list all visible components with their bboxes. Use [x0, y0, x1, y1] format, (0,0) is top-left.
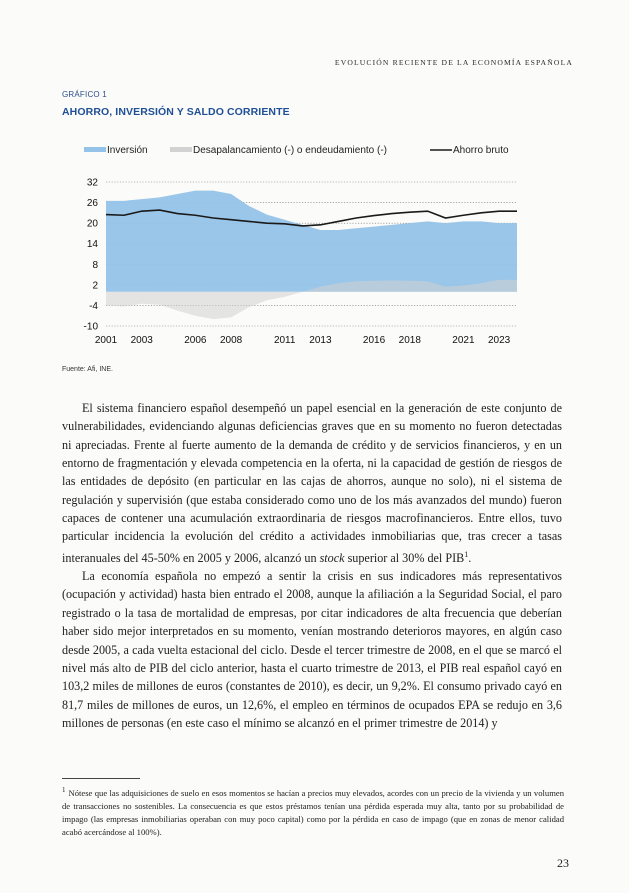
paragraph-1-emphasis: stock	[319, 550, 345, 565]
y-tick-label: 14	[86, 239, 98, 251]
x-tick-label: 2013	[309, 335, 332, 346]
y-tick-label: 2	[92, 280, 98, 292]
footnote-marker[interactable]: 1	[464, 549, 469, 559]
chart-legend	[84, 145, 509, 156]
paragraph-1-text: El sistema financiero español desempeñó un papel esencial en la generación de este conjunto de vulnerabilidades, evidenciando algunas deficiencias graves que en su momento no fueron detectadas ni apreciadas. Frente al fuerte aumento de la demanda de crédito y de servicios financieros, y en un entorno de fragmentación y elevada competencia en la oferta, ni la capacidad de gestión de riesgos de las entidades de depósito (en particular en las cajas de ahorros, aunque no solo), ni el sistema de regulación y supervisión (que estaba considerado como uno de los más avanzados del mundo) fueron capaces de contener una acumulación extraordinaria de riesgos macrofinancieros. Entre ellos, tuvo particular incidencia la evolución del crédito a actividades inmobiliarias que, tras crecer a tasas interanuales del 45-50% en 2005 y 2006, alcanzó un	[62, 401, 562, 565]
paragraph-1-text-end: superior al 30% del PIB	[344, 550, 465, 565]
x-tick-label: 2021	[452, 335, 475, 346]
footnote-number: 1	[62, 786, 66, 794]
plot-area	[106, 182, 517, 326]
footnote-rule	[62, 778, 140, 779]
x-axis	[95, 335, 511, 346]
footnote	[62, 784, 564, 840]
figure-label: GRÁFICO 1	[62, 90, 107, 99]
paragraph-1-close: .	[468, 550, 472, 565]
x-tick-label: 2006	[184, 335, 207, 346]
chart	[62, 130, 532, 355]
legend-label-ahorro: Ahorro bruto	[453, 145, 509, 156]
figure-title: AHORRO, INVERSIÓN Y SALDO CORRIENTE	[62, 106, 290, 118]
legend-swatch-saldo	[170, 147, 192, 152]
figure-source: Fuente: Afi, INE.	[62, 366, 113, 373]
page-number: 23	[557, 856, 569, 870]
y-tick-label: -10	[83, 321, 98, 333]
legend-label-saldo: Desapalancamiento (-) o endeudamiento (-)	[193, 145, 387, 156]
x-tick-label: 2003	[130, 335, 153, 346]
running-header: EVOLUCIÓN RECIENTE DE LA ECONOMÍA ESPAÑOLA	[334, 58, 573, 67]
y-tick-label: 20	[86, 218, 98, 230]
y-tick-label: -4	[89, 300, 98, 312]
y-axis	[84, 178, 99, 333]
x-tick-label: 2011	[273, 335, 296, 346]
body-text	[62, 399, 562, 732]
footnote-text: Nótese que las adquisiciones de suelo en esos momentos se hacían a precios muy elevados, acordes con un precio de la vivienda y un volumen de transacciones no sostenibles. La consecuencia es que estos préstamos tenían una pérdida esperada muy alta, tanto por su probabilidad de impago (las empresas inmobiliarias operaban con muy poco capital) como por la pérdida en caso de impago (que en zonas de menor calidad acabó acercándose al 100%).	[62, 787, 564, 838]
y-tick-label: 8	[92, 259, 98, 271]
x-tick-label: 2018	[398, 335, 421, 346]
y-tick-label: 32	[86, 177, 98, 189]
legend-label-inversion: Inversión	[107, 145, 148, 156]
y-tick-label: 26	[86, 198, 98, 210]
inversion-area	[106, 191, 517, 292]
paragraph-2: La economía española no empezó a sentir la crisis en sus indicadores más representativos (ocupación y actividad) hasta bien entrado el 2008, aunque la afiliación a la Seguridad Social, el paro registrado o la tasa de mortalidad de empresas, por citar indicadores de alta frecuencia que deberían haber sido mejor interpretados en su momento, venían mostrando deterioros mayores, en algún caso desde 2005, a cada vuelta estacional del ciclo. Desde el tercer trimestre de 2008, en el que se marcó el nivel más alto de PIB del ciclo anterior, hasta el cuarto trimestre de 2013, el PIB real español cayó en 103,2 miles de millones de euros (constantes de 2010), es decir, un 9,2%. El consumo privado cayó en 81,7 miles de millones de euros, un 12,6%, el empleo en términos de ocupados EPA se redujo en 3,6 millones de personas (en este caso el mínimo se alcanzó en el primer trimestre de 2014) y	[62, 569, 562, 730]
paragraph-1	[62, 399, 562, 567]
x-tick-label: 2008	[219, 335, 243, 346]
legend-swatch-inversion	[84, 147, 106, 152]
x-tick-label: 2023	[488, 335, 511, 346]
x-tick-label: 2016	[362, 335, 386, 346]
x-tick-label: 2001	[94, 335, 118, 346]
